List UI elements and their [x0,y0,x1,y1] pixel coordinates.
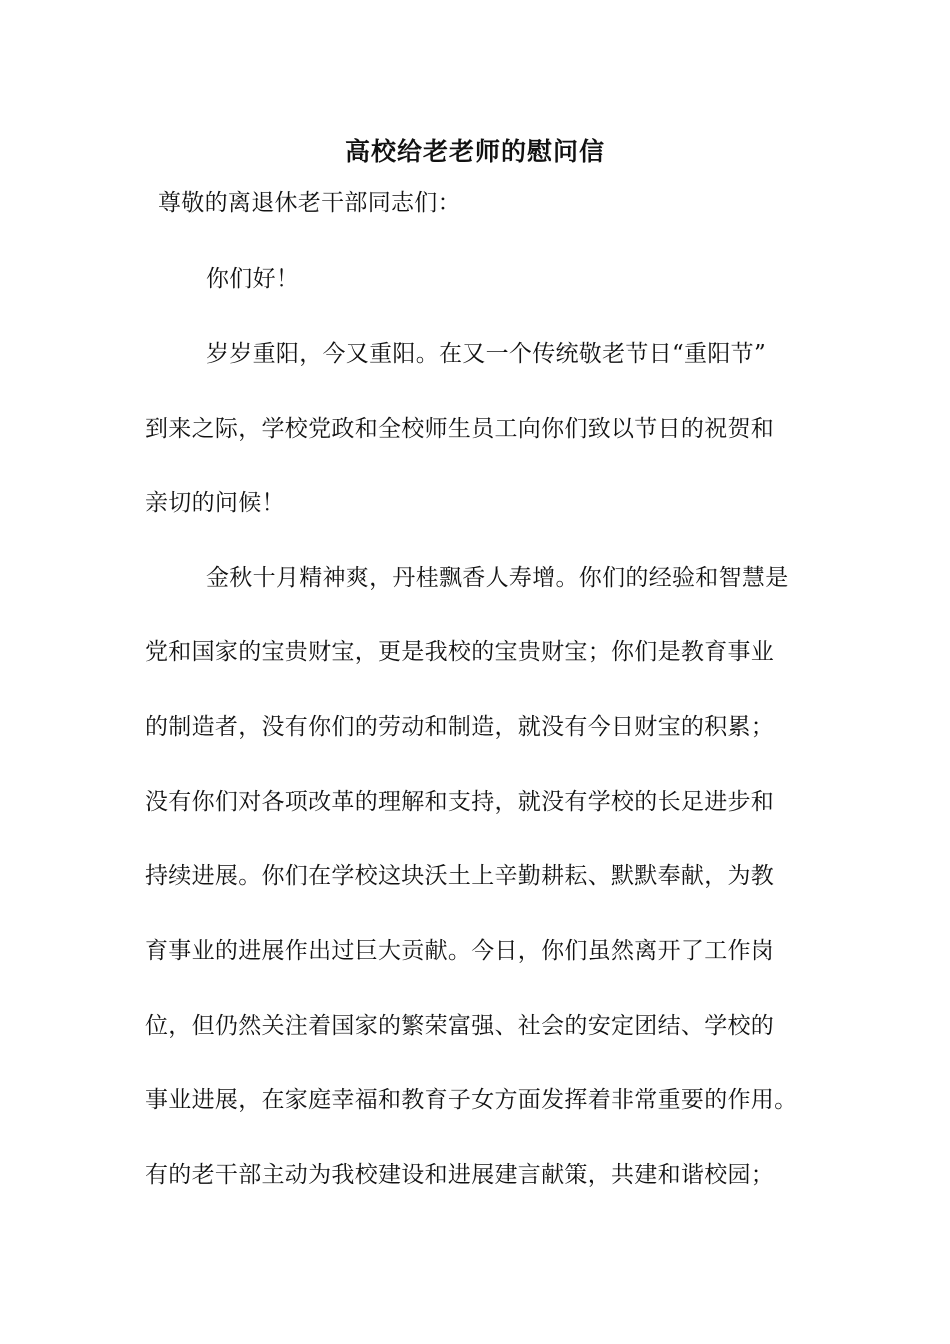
greeting-line: 你们好！ [206,266,300,292]
salutation: 尊敬的离退休老干部同志们： [158,190,461,216]
paragraph-line: 育事业的进展作出过巨大贡献。今日，你们虽然离开了工作岗 [145,938,775,964]
paragraph-line: 持续进展。你们在学校这块沃土上辛勤耕耘、默默奉献，为教 [145,863,775,889]
paragraph-line: 岁岁重阳，今又重阳。在又一个传统敬老节日“重阳节” [206,341,767,367]
paragraph-line: 亲切的问候！ [145,490,285,516]
paragraph-line: 事业进展，在家庭幸福和教育子女方面发挥着非常重要的作用。 [145,1087,798,1113]
document-title: 高校给老老师的慰问信 [344,137,605,166]
paragraph-line: 位，但仍然关注着国家的繁荣富强、社会的安定团结、学校的 [145,1013,775,1039]
paragraph-line: 到来之际，学校党政和全校师生员工向你们致以节日的祝贺和 [145,416,775,442]
paragraph-line: 有的老干部主动为我校建设和进展建言献策，共建和谐校园； [145,1162,775,1188]
paragraph-line: 没有你们对各项改革的理解和支持，就没有学校的长足进步和 [145,789,775,815]
paragraph-line: 金秋十月精神爽，丹桂飘香人寿增。你们的经验和智慧是 [206,565,789,591]
paragraph-line: 党和国家的宝贵财宝，更是我校的宝贵财宝；你们是教育事业 [145,639,775,665]
paragraph-line: 的制造者，没有你们的劳动和制造，就没有今日财宝的积累； [145,714,775,740]
